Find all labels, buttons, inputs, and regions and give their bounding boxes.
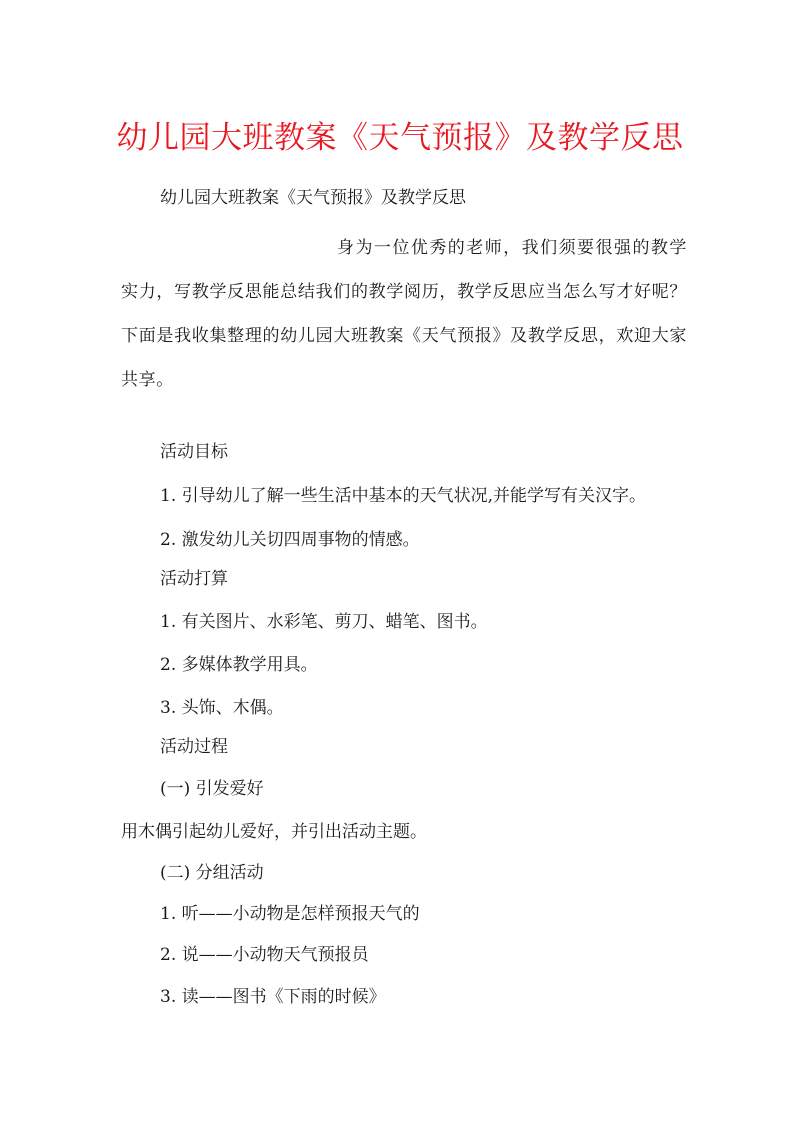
step-2-item-3: 3. 读——图书《下雨的时候》 — [160, 987, 386, 1007]
intro-paragraph: 身为一位优秀的老师，我们须要很强的教学实力，写教学反思能总结我们的教学阅历，教学反思应当怎么写才好呢？下面是我收集整理的幼儿园大班教案《天气预报》及教学反思，欢迎大家共享。 — [121, 238, 687, 390]
document-subtitle: 幼儿园大班教案《天气预报》及教学反思 — [160, 188, 466, 208]
step-2-item-2: 2. 说——小动物天气预报员 — [160, 945, 369, 965]
goals-heading: 活动目标 — [160, 442, 228, 462]
step-2-heading: (二) 分组活动 — [160, 863, 264, 883]
prep-item-1: 1. 有关图片、水彩笔、剪刀、蜡笔、图书。 — [160, 612, 488, 632]
prep-heading: 活动打算 — [160, 569, 228, 589]
goal-item-1: 1. 引导幼儿了解一些生活中基本的天气状况,并能学写有关汉字。 — [160, 486, 647, 506]
step-1-text: 用木偶引起幼儿爱好，并引出活动主题。 — [121, 822, 427, 842]
goal-item-2: 2. 激发幼儿关切四周事物的情感。 — [160, 530, 420, 550]
prep-item-3: 3. 头饰、木偶。 — [160, 698, 284, 718]
process-heading: 活动过程 — [160, 737, 228, 757]
step-1-heading: (一) 引发爱好 — [160, 779, 264, 799]
prep-item-2: 2. 多媒体教学用具。 — [160, 655, 318, 675]
step-2-item-1: 1. 听——小动物是怎样预报天气的 — [160, 904, 420, 924]
document-title: 幼儿园大班教案《天气预报》及教学反思 — [116, 120, 684, 156]
